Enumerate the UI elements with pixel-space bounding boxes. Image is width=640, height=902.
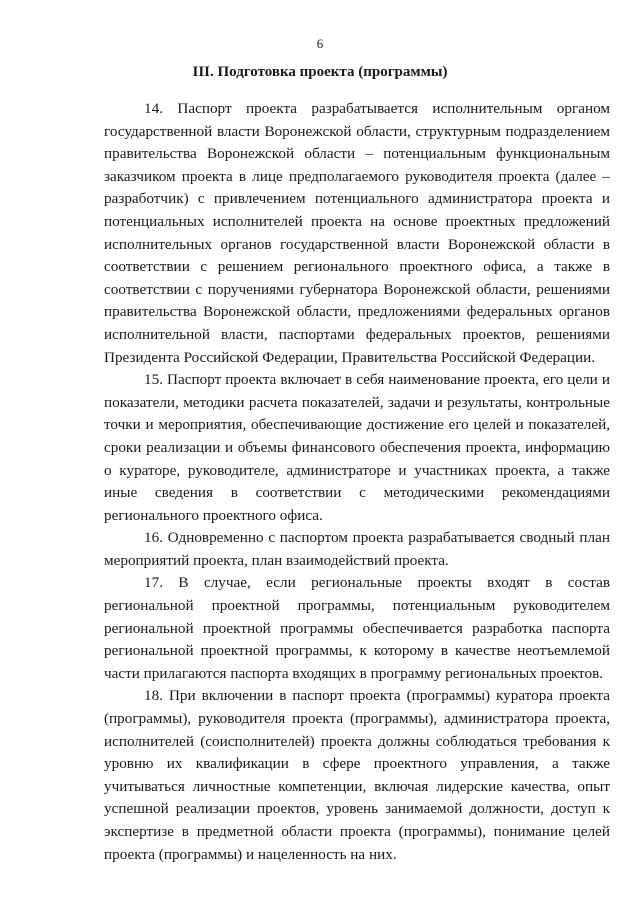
document-body	[104, 98, 610, 866]
page-number: 6	[316, 36, 324, 51]
paragraph-17: 17. В случае, если региональные проекты входят в состав региональной проектной программы, потенциальным руководителем региональной проектной программы обеспечивается разработка паспорта региональной проектной программы, к которому в качестве неотъемлемой части прилагаются паспорта входящих в программу региональных проектов.	[104, 574, 610, 682]
paragraph-15: 15. Паспорт проекта включает в себя наименование проекта, его цели и показатели, методики расчета показателей, задачи и результаты, контрольные точки и мероприятия, обеспечивающие достижение его целей и показателей, сроки реализации и объемы финансового обеспечения проекта, информацию о кураторе, руководителе, администраторе и участниках проекта, а также иные сведения в соответствии с методическими рекомендациями регионального проектного офиса.	[104, 371, 610, 524]
paragraph-16: 16. Одновременно с паспортом проекта разрабатывается сводный план мероприятий проекта, план взаимодействий проекта.	[104, 529, 610, 569]
section-title: III. Подготовка проекта (программы)	[192, 64, 448, 80]
paragraph-18: 18. При включении в паспорт проекта (программы) куратора проекта (программы), руководителя проекта (программы), администратора проекта, исполнителей (соисполнителей) проекта должны соблюдаться требования к уровню их квалификации в сфере проектного управления, а также учитываться личностные компетенции, включая лидерские качества, опыт успешной реализации проектов, уровень занимаемой должности, доступ к экспертизе в предметной области проекта (программы), понимание целей проекта (программы) и нацеленность на них.	[104, 687, 610, 863]
paragraph-14: 14. Паспорт проекта разрабатывается исполнительным органом государственной власти Воронежской области, структурным подразделением правительства Воронежской области – потенциальным функциональным заказчиком проекта в лице предполагаемого руководителя проекта (далее – разработчик) с привлечением потенциального администратора проекта и потенциальных исполнителей проекта на основе проектных предложений исполнительных органов государственной власти Воронежской области в соответствии с решением регионального проектного офиса, а также в соответствии с поручениями губернатора Воронежской области, решениями правительства Воронежской области, предложениями федеральных органов исполнительной власти, паспортами федеральных проектов, решениями Президента Российской Федерации, Правительства Российской Федерации.	[104, 100, 610, 366]
